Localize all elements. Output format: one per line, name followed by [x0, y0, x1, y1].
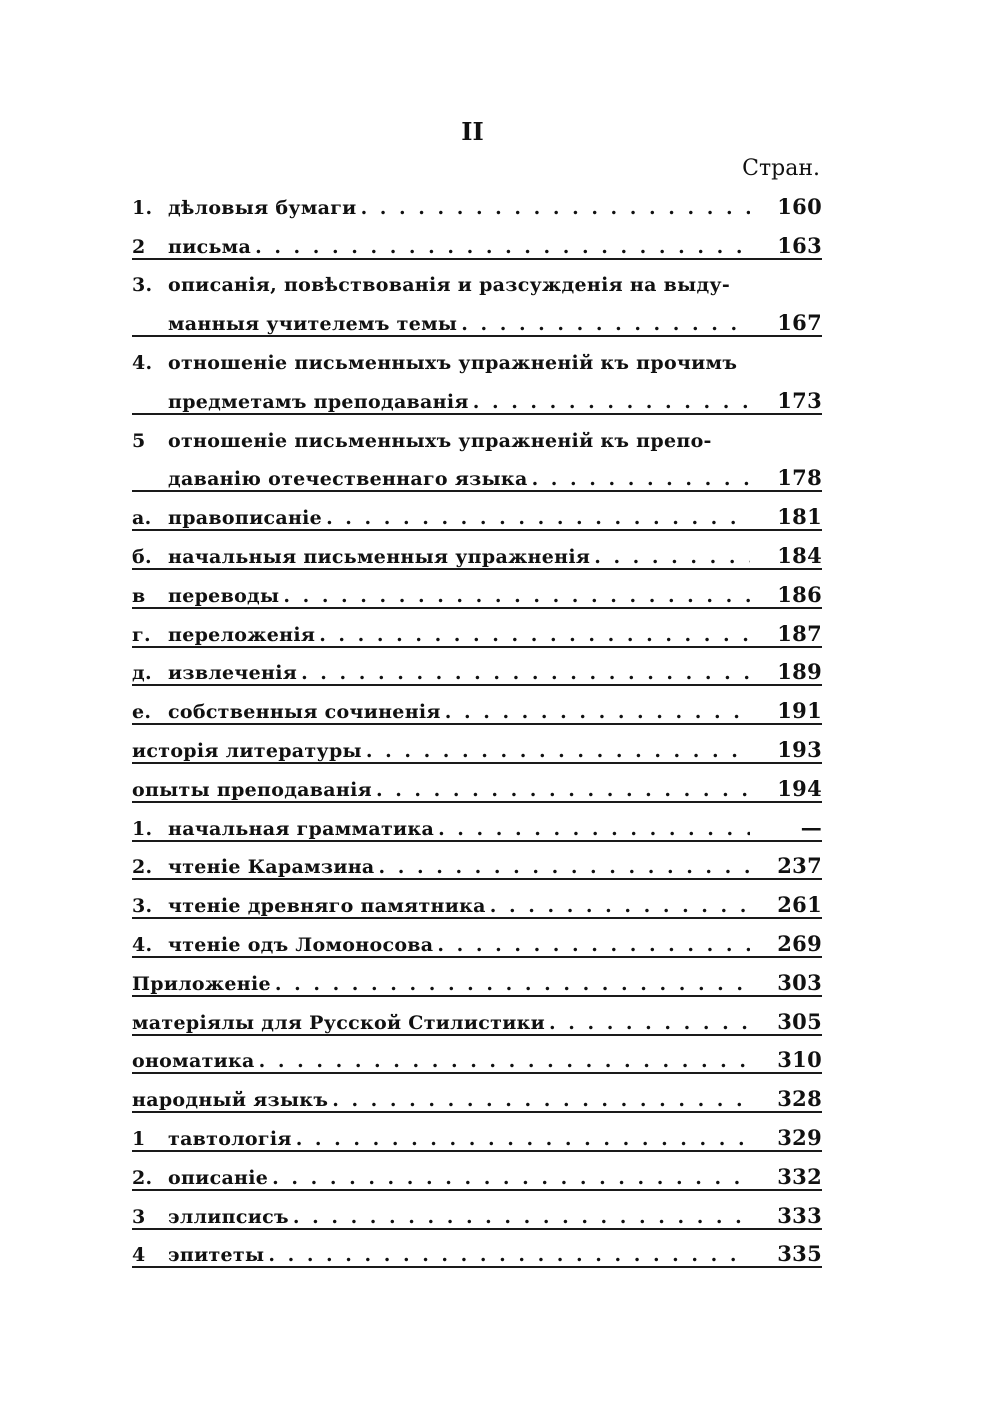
- toc-entry: [132, 962, 822, 1001]
- underline-rule: [132, 607, 822, 609]
- toc-entry-number: 1.: [132, 196, 153, 219]
- toc-entry-page: 261: [777, 892, 822, 918]
- toc-entry: [132, 535, 822, 574]
- toc-entry-page: 269: [777, 930, 822, 956]
- underline-rule: [132, 258, 822, 260]
- toc-entry-page: —: [800, 814, 822, 840]
- toc-entry-number: 1.: [132, 817, 153, 840]
- toc-entry-page: 329: [777, 1124, 822, 1150]
- toc-entry-number: 2: [132, 235, 146, 258]
- page-column-header: Стран.: [742, 156, 820, 181]
- toc-entry-title: чтеніе одъ Ломоносова: [168, 933, 434, 956]
- toc-entry-page: 310: [777, 1047, 822, 1073]
- toc-entry-continuation: [132, 380, 822, 419]
- toc-entry-page: 163: [777, 232, 822, 258]
- toc-entry-page: 193: [777, 736, 822, 762]
- toc-entry-title: правописаніе: [168, 507, 323, 530]
- underline-rule: [132, 878, 822, 880]
- toc-entry: [132, 1078, 822, 1117]
- toc-entry-title: отношеніе письменныхъ упражненій къ прочимъ: [168, 351, 738, 374]
- toc-entry-page: 189: [777, 659, 822, 685]
- toc-entry-title: матеріялы для Русской Стилистики: [132, 1011, 545, 1034]
- toc-entry: [132, 807, 822, 846]
- toc-entry-number: 1: [132, 1127, 146, 1150]
- toc-entry-page: 181: [777, 504, 822, 530]
- toc-entry-number: 4.: [132, 933, 153, 956]
- toc-entry-page: 187: [777, 620, 822, 646]
- underline-rule: [132, 801, 822, 803]
- toc-entry-title: даванію отечественнаго языка: [168, 468, 528, 491]
- toc-entry: [132, 341, 822, 380]
- toc-entry-number: 2.: [132, 1166, 153, 1189]
- toc-entry: [132, 1156, 822, 1195]
- toc-entry-number: 3.: [132, 274, 153, 297]
- toc-entry-title: чтеніе древняго памятника: [168, 895, 486, 918]
- toc-entry: [132, 496, 822, 535]
- toc-entry: [132, 419, 822, 458]
- toc-entry-page: 191: [777, 698, 822, 724]
- toc-entry-title: отношеніе письменныхъ упражненій къ препо-: [168, 429, 712, 452]
- toc-entry-title: чтеніе Карамзина: [168, 856, 375, 879]
- toc-entry-title: манныя учителемъ темы: [168, 313, 458, 336]
- toc-entry: [132, 264, 822, 303]
- toc-entry: [132, 923, 822, 962]
- underline-rule: [132, 1072, 822, 1074]
- toc-entry-title: описаніе: [168, 1166, 269, 1189]
- toc-entry-page: 173: [777, 387, 822, 413]
- toc-entry: [132, 846, 822, 885]
- underline-rule: [132, 335, 822, 337]
- underline-rule: [132, 413, 822, 415]
- toc-entry: [132, 652, 822, 691]
- toc-entry-title: начальная грамматика: [168, 817, 435, 840]
- toc-entry: [132, 574, 822, 613]
- toc-entry-page: 167: [777, 310, 822, 336]
- underline-rule: [132, 1228, 822, 1230]
- toc-entry-title: предметамъ преподаванія: [168, 390, 469, 413]
- toc-entry: [132, 186, 822, 225]
- toc-entry-number: 3: [132, 1205, 146, 1228]
- toc-entry: [132, 690, 822, 729]
- toc-entry-page: 160: [777, 193, 822, 219]
- toc-entry-title: описанія, повѣствованія и разсужденія на выду-: [168, 274, 731, 297]
- underline-rule: [132, 1150, 822, 1152]
- toc-entry-title: дѣловыя бумаги: [168, 196, 357, 219]
- leader-dots: [361, 197, 750, 225]
- toc-entry-number: 4.: [132, 351, 153, 374]
- toc-entry-title: собственныя сочиненія: [168, 701, 441, 724]
- toc-entry-number: д.: [132, 662, 152, 685]
- underline-rule: [132, 646, 822, 648]
- toc-entry-title: переводы: [168, 584, 280, 607]
- toc-entry-number: б.: [132, 545, 152, 568]
- toc-entry-page: 186: [777, 581, 822, 607]
- toc-entry-page: 335: [777, 1241, 822, 1267]
- toc-entry-page: 303: [777, 969, 822, 995]
- toc-entry-page: 333: [777, 1202, 822, 1228]
- underline-rule: [132, 723, 822, 725]
- toc-entry-page: 328: [777, 1086, 822, 1112]
- toc-entry-title: Приложеніе: [132, 972, 271, 995]
- toc-entry-title: тавтологія: [168, 1127, 292, 1150]
- underline-rule: [132, 840, 822, 842]
- toc-entry: [132, 1195, 822, 1234]
- page-number: II: [461, 117, 484, 146]
- toc-entry-number: 4: [132, 1244, 146, 1267]
- toc-entry-number: 3.: [132, 895, 153, 918]
- toc-entry: [132, 1117, 822, 1156]
- toc-entry: [132, 729, 822, 768]
- underline-rule: [132, 684, 822, 686]
- toc-entry-page: 184: [777, 542, 822, 568]
- toc-entry: [132, 613, 822, 652]
- underline-rule: [132, 1034, 822, 1036]
- toc-entry-number: г.: [132, 623, 151, 646]
- toc-entry-continuation: [132, 458, 822, 497]
- toc-entry-page: 194: [777, 775, 822, 801]
- underline-rule: [132, 1266, 822, 1268]
- toc-entry-page: 332: [777, 1163, 822, 1189]
- toc-entry-title: народный языкъ: [132, 1089, 329, 1112]
- toc-entry: [132, 225, 822, 264]
- toc-entry: [132, 1234, 822, 1273]
- toc-entry-title: извлеченія: [168, 662, 298, 685]
- toc-entry-number: е.: [132, 701, 152, 724]
- underline-rule: [132, 956, 822, 958]
- toc-entry: [132, 1001, 822, 1040]
- toc-entry-title: переложенія: [168, 623, 316, 646]
- toc-entry: [132, 1040, 822, 1079]
- table-of-contents: [132, 186, 822, 1272]
- toc-entry-title: эллипсисъ: [168, 1205, 289, 1228]
- toc-entry-continuation: [132, 302, 822, 341]
- underline-rule: [132, 762, 822, 764]
- toc-entry-title: опыты преподаванія: [132, 778, 372, 801]
- underline-rule: [132, 995, 822, 997]
- toc-entry-number: 5: [132, 429, 146, 452]
- toc-entry-page: 237: [777, 853, 822, 879]
- underline-rule: [132, 568, 822, 570]
- underline-rule: [132, 1111, 822, 1113]
- underline-rule: [132, 1189, 822, 1191]
- toc-entry-title: письма: [168, 235, 252, 258]
- toc-entry-page: 178: [777, 465, 822, 491]
- toc-entry-page: 305: [777, 1008, 822, 1034]
- toc-entry: [132, 884, 822, 923]
- underline-rule: [132, 490, 822, 492]
- underline-rule: [132, 917, 822, 919]
- toc-entry-title: исторія литературы: [132, 739, 362, 762]
- toc-entry: [132, 768, 822, 807]
- toc-entry-number: в: [132, 584, 146, 607]
- underline-rule: [132, 529, 822, 531]
- toc-entry-title: ономатика: [132, 1050, 255, 1073]
- toc-entry-title: начальныя письменныя упражненія: [168, 545, 591, 568]
- toc-entry-number: 2.: [132, 856, 153, 879]
- toc-entry-number: а.: [132, 507, 152, 530]
- toc-entry-title: эпитеты: [168, 1244, 265, 1267]
